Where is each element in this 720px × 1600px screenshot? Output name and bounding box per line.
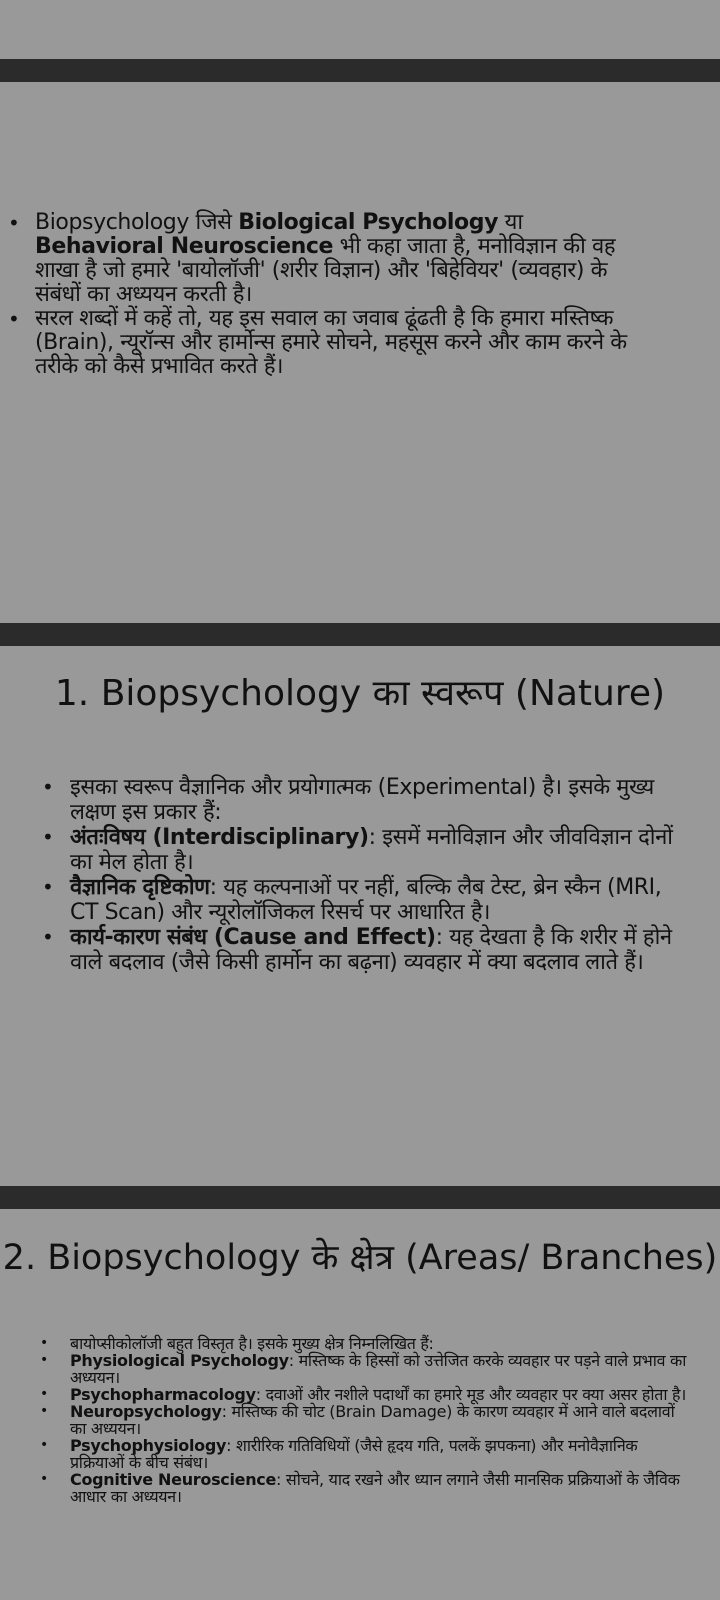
bullet-item: [42, 925, 682, 975]
bullet-item: [8, 307, 648, 379]
bullet-text: या: [498, 210, 523, 235]
bullet-dot-icon: •: [42, 875, 54, 899]
slide-divider-lower: [0, 1186, 720, 1209]
areas-bullet-list: [40, 1335, 690, 1505]
bullet-dot-icon: •: [40, 1386, 48, 1402]
bullet-dot-icon: •: [42, 925, 54, 949]
intro-bullet-list: [8, 211, 648, 379]
bullet-term: अंतःविषय (Interdisciplinary): [70, 825, 369, 850]
bullet-dot-icon: •: [8, 307, 20, 331]
bullet-term: Psychophysiology: [70, 1436, 227, 1455]
bullet-dot-icon: •: [40, 1335, 48, 1351]
bullet-dot-icon: •: [40, 1471, 48, 1487]
bullet-text: : यह देखता है कि शरीर में होने वाले बदलाव (जैसे किसी हार्मोन का बढ़ना) व्यवहार में क्या बदलाव लाते हैं।: [70, 925, 672, 975]
bullet-text: बायोप्सीकोलॉजी बहुत विस्तृत है। इसके मुख्य क्षेत्र निम्नलिखित हैं:: [70, 1334, 434, 1353]
bullet-text: : सोचने, याद रखने और ध्यान लगाने जैसी मानसिक प्रक्रियाओं के जैविक आधार का अध्ययन।: [70, 1470, 680, 1506]
bullet-term: Behavioral Neuroscience: [35, 234, 334, 259]
bullet-item: [40, 1352, 690, 1386]
bullet-text: : शारीरिक गतिविधियों (जैसे हृदय गति, पलकें झपकना) और मनोवैज्ञानिक प्रक्रियाओं के बीच संबंध।: [70, 1436, 638, 1472]
bullet-term: Psychopharmacology: [70, 1385, 256, 1404]
bullet-term: Cognitive Neuroscience: [70, 1470, 277, 1489]
bullet-term: Physiological Psychology: [70, 1351, 289, 1370]
bullet-text: भी कहा जाता है, मनोविज्ञान की वह शाखा है जो हमारे 'बायोलॉजी' (शरीर विज्ञान) और 'बिहेवियर' (व्यवहार) के संबंधों का अध्ययन करती है।: [35, 234, 616, 307]
bullet-dot-icon: •: [42, 825, 54, 849]
bullet-text: : मस्तिष्क के हिस्सों को उत्तेजित करके व्यवहार पर पड़ने वाले प्रभाव का अध्ययन।: [70, 1351, 687, 1387]
slide-title-nature: 1. Biopsychology का स्वरूप (Nature): [54, 673, 666, 714]
bullet-term: वैज्ञानिक दृष्टिकोण: [70, 875, 210, 900]
bullet-item: [40, 1335, 690, 1352]
bullet-dot-icon: •: [8, 211, 20, 235]
bullet-item: [40, 1471, 690, 1505]
bullet-text: : यह कल्पनाओं पर नहीं, बल्कि लैब टेस्ट, ब्रेन स्कैन (MRI, CT Scan) और न्यूरोलॉजिकल रिसर्च पर आधारित है।: [70, 875, 662, 925]
bullet-dot-icon: •: [40, 1437, 48, 1453]
bullet-dot-icon: •: [40, 1352, 48, 1368]
bullet-item: [40, 1437, 690, 1471]
slide-divider-top: [0, 59, 720, 82]
bullet-text: : दवाओं और नशीले पदार्थों का हमारे मूड और व्यवहार पर क्या असर होता है।: [255, 1385, 686, 1404]
bullet-item: [42, 825, 682, 875]
bullet-term: कार्य-कारण संबंध (Cause and Effect): [70, 925, 436, 950]
bullet-text: : इसमें मनोविज्ञान और जीवविज्ञान दोनों का मेल होता है।: [70, 825, 673, 875]
bullet-text: सरल शब्दों में कहें तो, यह इस सवाल का जवाब ढूंढती है कि हमारा मस्तिष्क (Brain), न्यूरॉन्स और हार्मोन्स हमारे सोचने, महसूस करने और काम करने के तरीके को कैसे प्रभावित करते हैं।: [35, 306, 627, 379]
nature-bullet-list: [42, 775, 682, 975]
bullet-term: Neuropsychology: [70, 1402, 222, 1421]
bullet-term: Biological Psychology: [238, 210, 499, 235]
bullet-dot-icon: •: [40, 1403, 48, 1419]
bullet-item: [8, 211, 648, 307]
bullet-text: : मस्तिष्क की चोट (Brain Damage) के कारण व्यवहार में आने वाले बदलावों का अध्ययन।: [70, 1402, 675, 1438]
slide-title-areas: 2. Biopsychology के क्षेत्र (Areas/ Branches): [2, 1238, 718, 1278]
bullet-item: [40, 1403, 690, 1437]
bullet-item: [42, 775, 682, 825]
bullet-text: इसका स्वरूप वैज्ञानिक और प्रयोगात्मक (Experimental) है। इसके मुख्य लक्षण इस प्रकार हैं:: [70, 775, 654, 825]
bullet-text: Biopsychology जिसे: [35, 210, 239, 235]
bullet-item: [40, 1386, 690, 1403]
bullet-item: [42, 875, 682, 925]
bullet-dot-icon: •: [42, 775, 54, 799]
slide-divider-middle: [0, 623, 720, 646]
